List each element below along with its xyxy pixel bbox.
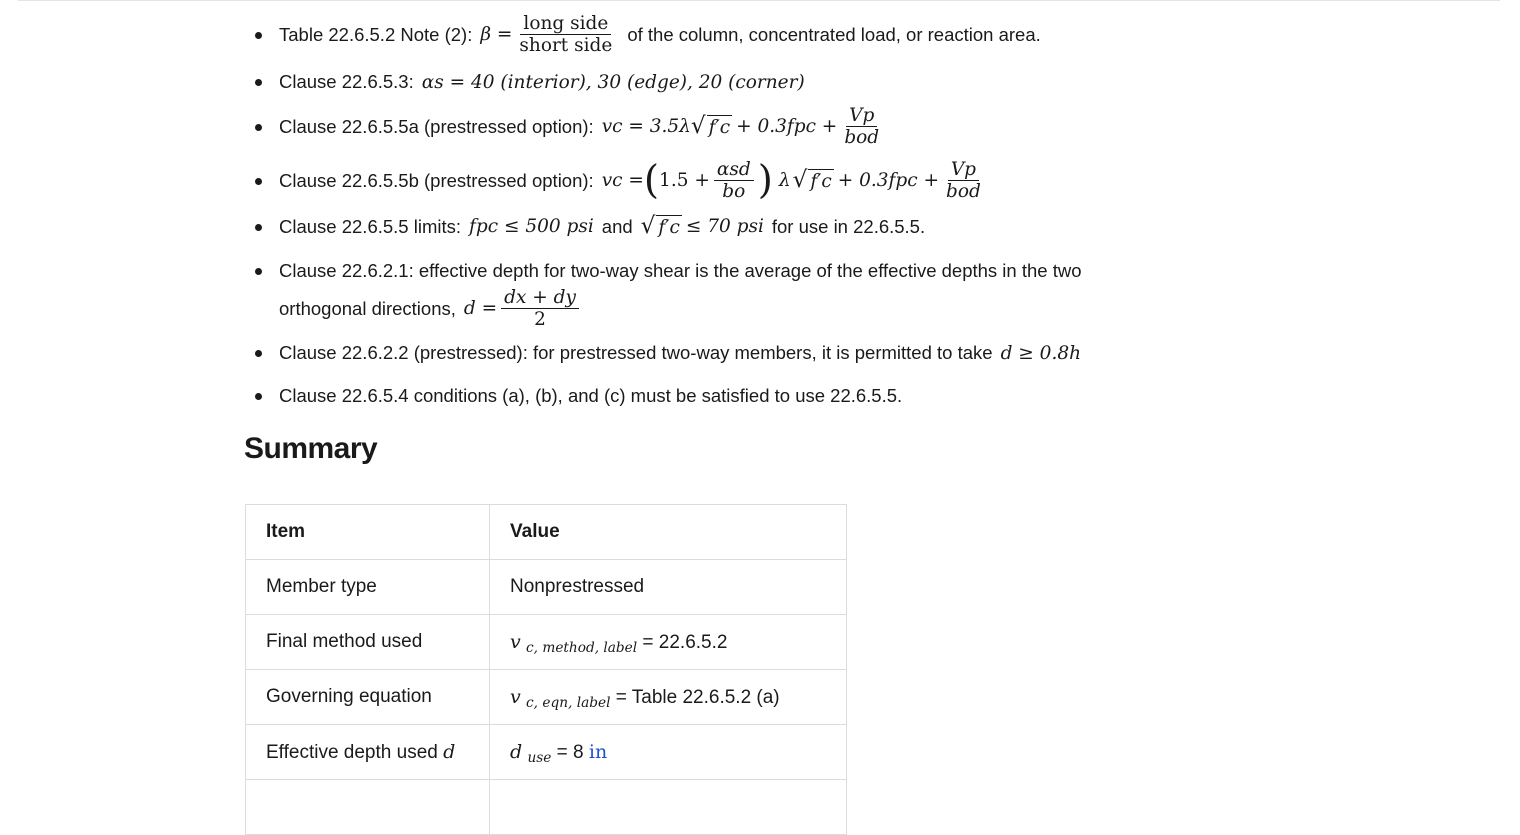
note-prefix: Clause 22.6.5.3: <box>279 71 414 92</box>
value-symbol: v <box>510 685 521 708</box>
note-item <box>279 385 902 407</box>
note-prefix: Clause 22.6.5.5a (prestressed option): <box>279 115 594 137</box>
table-header-row <box>246 505 847 560</box>
table-row <box>246 670 847 725</box>
fraction-denominator: short side <box>519 35 613 57</box>
cell-item: Final method used <box>246 615 490 670</box>
fraction-numerator: Vp <box>846 106 877 127</box>
math-lhs: vc = 3.5λ <box>601 116 691 138</box>
table-row <box>246 780 847 835</box>
note-line: Clause 22.6.2.1: effective depth for two-way shear is the average of the effective depths in the two <box>279 260 1082 281</box>
math-fraction <box>516 14 615 56</box>
fraction-numerator: dx + dy <box>501 288 579 309</box>
note-prefix: Table 22.6.5.2 Note (2): <box>279 23 473 45</box>
value-subscript: c, method, label <box>526 639 638 656</box>
note-prefix: Clause 22.6.5.5 limits: <box>279 215 462 237</box>
left-paren: ( <box>643 157 660 203</box>
cell-value <box>490 780 847 835</box>
note-continuation <box>279 288 583 330</box>
value-text: = 22.6.5.2 <box>642 631 728 653</box>
note-item <box>279 215 925 238</box>
right-paren: ) <box>757 157 773 203</box>
note-item <box>279 106 886 148</box>
summary-heading: Summary <box>244 432 378 465</box>
note-item <box>279 71 805 93</box>
math-beta: β = <box>480 24 513 46</box>
math-lhs: vc = <box>601 170 644 192</box>
cell-value <box>490 615 847 670</box>
value-symbol: v <box>510 630 521 653</box>
note-line: orthogonal directions, <box>279 297 456 319</box>
fraction-denominator: bo <box>722 181 746 203</box>
fraction-numerator: Vp <box>948 160 979 181</box>
math-limit-sqrt: ≤ 70 psi <box>685 216 764 238</box>
column-header-value: Value <box>490 505 847 560</box>
top-divider <box>18 0 1500 1</box>
note-item <box>279 260 1082 282</box>
cell-value <box>490 670 847 725</box>
math-mid: + 0.3fpc + <box>736 116 838 138</box>
note-and: and <box>601 215 633 237</box>
note-text: Clause 22.6.5.4 conditions (a), (b), and (c) must be satisfied to use 22.6.5.5. <box>279 385 903 406</box>
value-unit: in <box>588 740 608 763</box>
math-expression: αs = 40 (interior), 30 (edge), 20 (corner) <box>421 71 805 93</box>
fraction-denominator: bod <box>844 127 880 149</box>
note-item <box>279 342 1081 364</box>
value-symbol: d <box>510 740 523 763</box>
math-sqrt: √ f′c <box>792 167 832 194</box>
math-mid: + 0.3fpc + <box>837 170 939 192</box>
value-text: = 8 <box>556 741 584 763</box>
fraction-denominator: bod <box>946 181 981 203</box>
fraction-numerator: αsd <box>714 160 754 181</box>
cell-item: Governing equation <box>246 670 490 725</box>
note-suffix: for use in 22.6.5.5. <box>771 215 926 237</box>
math-fraction <box>943 160 984 202</box>
cell-value: Nonprestressed <box>490 560 847 615</box>
math-lambda: λ <box>778 170 791 192</box>
math-inner: 1.5 + <box>659 170 710 192</box>
fraction-denominator: 2 <box>534 309 546 331</box>
note-prefix: Clause 22.6.2.2 (prestressed): for prestressed two-way members, it is permitted to take <box>279 342 993 363</box>
value-text: = Table 22.6.5.2 (a) <box>615 686 780 708</box>
fraction-numerator: long side <box>520 14 611 35</box>
cell-item <box>246 780 490 835</box>
sqrt-radicand: f′c <box>810 171 832 193</box>
math-fraction <box>714 160 754 202</box>
value-subscript: use <box>527 749 552 766</box>
math-fraction <box>841 106 882 148</box>
cell-item <box>246 725 490 780</box>
value-subscript: c, eqn, label <box>526 694 611 711</box>
table-row <box>246 615 847 670</box>
note-item <box>279 14 1041 56</box>
math-lhs: d = <box>463 298 498 320</box>
table-row <box>246 560 847 615</box>
table-row <box>246 725 847 780</box>
summary-table <box>245 504 847 835</box>
column-header-item: Item <box>246 505 490 560</box>
math-sqrt: √ f′c <box>690 113 731 140</box>
math-fraction <box>501 288 579 330</box>
item-text: Effective depth used <box>266 741 438 763</box>
math-sqrt: √ f′c <box>640 213 680 239</box>
cell-value <box>490 725 847 780</box>
math-expression: d ≥ 0.8h <box>1000 342 1082 364</box>
item-symbol: d <box>443 740 456 763</box>
math-limit-fpc: fpc ≤ 500 psi <box>469 216 594 238</box>
sqrt-radicand: f′c <box>658 217 680 238</box>
note-item <box>279 157 988 203</box>
note-suffix: of the column, concentrated load, or reaction area. <box>627 23 1041 45</box>
sqrt-radicand: f′c <box>708 117 731 139</box>
cell-item: Member type <box>246 560 490 615</box>
note-prefix: Clause 22.6.5.5b (prestressed option): <box>279 169 594 191</box>
